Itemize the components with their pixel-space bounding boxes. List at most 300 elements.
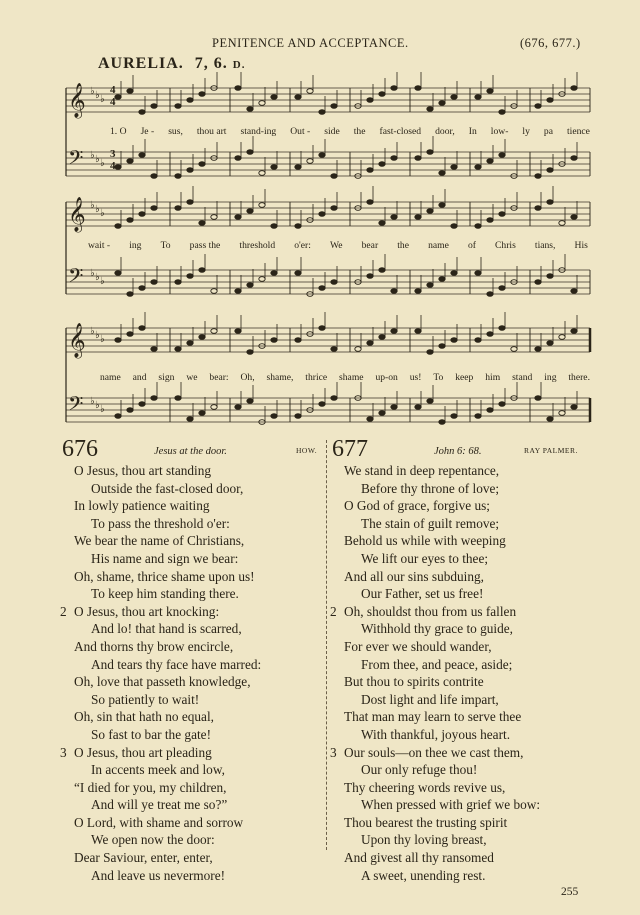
- stanza-number: 2: [330, 603, 337, 619]
- note-head: [367, 417, 373, 422]
- note-head: [367, 98, 373, 103]
- note-head: [187, 200, 193, 205]
- lyric-syllable: ing: [129, 240, 142, 251]
- verse-text: So fast to bar the gate!: [91, 726, 212, 742]
- note-head: [151, 347, 157, 352]
- hymn-677-author: RAY PALMER.: [524, 446, 578, 455]
- note-head: [451, 165, 457, 170]
- note-head: [451, 414, 457, 419]
- note-head: [535, 347, 541, 352]
- note-head: [511, 347, 517, 352]
- lyric-syllable: ly: [522, 126, 530, 137]
- note-head: [391, 156, 397, 161]
- verse-line: [344, 585, 540, 603]
- verse-line: [74, 497, 261, 515]
- verse-line: [74, 796, 261, 814]
- time-signature: 4: [110, 96, 116, 108]
- note-head: [391, 215, 397, 220]
- note-head: [115, 165, 121, 170]
- note-head: [295, 414, 301, 419]
- note-head: [379, 411, 385, 416]
- verse-line: [74, 515, 261, 533]
- note-head: [559, 411, 565, 416]
- verse-text: Outside the fast-closed door,: [91, 480, 244, 496]
- note-head: [139, 326, 145, 331]
- music-score: [0, 0, 640, 430]
- note-head: [175, 174, 181, 179]
- note-head: [475, 95, 481, 100]
- lyric-syllable: threshold: [239, 240, 276, 251]
- verse-text: In accents meek and low,: [91, 762, 225, 778]
- note-head: [247, 283, 253, 288]
- verse-text: O Lord, with shame and sorrow: [74, 814, 244, 830]
- flat-icon: ♭: [100, 158, 105, 169]
- note-head: [319, 402, 325, 407]
- verse-line: [74, 673, 261, 691]
- time-signature: 3: [110, 148, 116, 160]
- note-head: [151, 104, 157, 109]
- note-head: [439, 203, 445, 208]
- hymn-677-subtitle: John 6: 68.: [434, 446, 482, 457]
- note-head: [427, 209, 433, 214]
- tune-meter-suffix: D.: [232, 59, 246, 71]
- note-head: [139, 286, 145, 291]
- flat-icon: ♭: [95, 154, 100, 165]
- note-head: [151, 174, 157, 179]
- verse-text: Oh, shouldst thou from us fallen: [344, 603, 517, 619]
- verse-line: [344, 462, 540, 480]
- verse-text: But thou to spirits contrite: [344, 674, 484, 690]
- lyric-line-3: [100, 372, 590, 383]
- note-head: [319, 212, 325, 217]
- note-head: [367, 200, 373, 205]
- note-head: [499, 326, 505, 331]
- note-head: [211, 329, 217, 334]
- flat-icon: ♭: [90, 396, 95, 407]
- verse-text: Behold us while with weeping: [344, 533, 506, 549]
- verse-text: Dost light and life impart,: [361, 691, 499, 707]
- lyric-syllable: To: [433, 372, 444, 383]
- flat-icon: ♭: [90, 200, 95, 211]
- note-head: [271, 414, 277, 419]
- flat-icon: ♭: [100, 276, 105, 287]
- flat-icon: ♭: [90, 268, 95, 279]
- lyric-syllable: we: [186, 372, 198, 383]
- hymn-677-text: [330, 462, 541, 884]
- lyric-syllable: pass the: [189, 240, 221, 251]
- flat-icon: ♭: [90, 326, 95, 337]
- verse-text: O Jesus, thou art pleading: [74, 744, 212, 760]
- note-head: [211, 215, 217, 220]
- verse-text: Our souls—on thee we cast them,: [344, 744, 524, 760]
- note-head: [175, 396, 181, 401]
- lyric-syllable: pa: [543, 126, 553, 137]
- note-head: [259, 277, 265, 282]
- verse-line: [344, 726, 540, 744]
- verse-line: [60, 603, 261, 621]
- lyric-syllable: and: [132, 372, 147, 383]
- note-head: [499, 153, 505, 158]
- flat-icon: ♭: [90, 150, 95, 161]
- lyric-syllable: name: [428, 240, 449, 251]
- verse-text: A sweet, unending rest.: [361, 867, 486, 883]
- note-head: [151, 206, 157, 211]
- note-head: [367, 274, 373, 279]
- note-head: [427, 107, 433, 112]
- verse-line: [74, 638, 261, 656]
- stanza-number: 3: [330, 744, 337, 760]
- treble-clef-icon: 𝄞: [68, 323, 86, 358]
- note-head: [271, 165, 277, 170]
- lyric-syllable: shame,: [266, 372, 294, 383]
- note-head: [271, 95, 277, 100]
- verse-text: And thorns thy brow encircle,: [74, 638, 234, 654]
- note-head: [439, 344, 445, 349]
- tune-name: AURELIA.: [98, 55, 184, 72]
- note-head: [139, 110, 145, 115]
- lyric-syllable: fast-closed: [379, 126, 422, 137]
- note-head: [487, 408, 493, 413]
- verse-text: To pass the threshold o'er:: [91, 515, 230, 531]
- note-head: [547, 274, 553, 279]
- verse-text: When pressed with grief we bow:: [361, 797, 541, 813]
- note-head: [247, 107, 253, 112]
- note-head: [415, 405, 421, 410]
- verse-text: With thankful, joyous heart.: [361, 726, 511, 742]
- note-head: [451, 95, 457, 100]
- lyric-syllable: Je -: [140, 126, 155, 137]
- note-head: [367, 341, 373, 346]
- lyric-syllable: tians,: [534, 240, 556, 251]
- verse-text: Oh, shame, thrice shame upon us!: [74, 568, 255, 584]
- verse-text: Oh, love that passeth knowledge,: [74, 674, 251, 690]
- lyric-syllable: In: [468, 126, 477, 137]
- note-head: [571, 289, 577, 294]
- note-head: [331, 206, 337, 211]
- note-head: [439, 277, 445, 282]
- note-head: [139, 402, 145, 407]
- note-head: [127, 408, 133, 413]
- note-head: [415, 289, 421, 294]
- note-head: [331, 174, 337, 179]
- verse-text: “I died for you, my children,: [74, 779, 227, 795]
- hymn-676-author: HOW.: [296, 446, 318, 455]
- lyric-syllable: wait -: [88, 240, 111, 251]
- lyric-syllable: sign: [158, 372, 175, 383]
- flat-icon: ♭: [100, 208, 105, 219]
- verse-line: [344, 497, 540, 515]
- note-head: [571, 405, 577, 410]
- verse-line: [74, 532, 261, 550]
- verse-line: [344, 761, 540, 779]
- lyric-line-2: [88, 240, 588, 251]
- flat-icon: ♭: [100, 404, 105, 415]
- tune-meter: 7, 6.: [194, 55, 228, 72]
- lyric-syllable: up-on: [375, 372, 398, 383]
- note-head: [571, 156, 577, 161]
- lyric-syllable: side: [324, 126, 340, 137]
- note-head: [475, 271, 481, 276]
- verse-text: And will ye treat me so?”: [91, 797, 228, 813]
- verse-line: [344, 550, 540, 568]
- note-head: [547, 341, 553, 346]
- stanza-number: 2: [60, 603, 67, 619]
- verse-text: We stand in deep repentance,: [344, 463, 500, 478]
- note-head: [415, 215, 421, 220]
- note-head: [499, 286, 505, 291]
- verse-text: The stain of guilt remove;: [361, 515, 500, 531]
- note-head: [247, 150, 253, 155]
- verse-text: Thy cheering words revive us,: [344, 779, 506, 795]
- note-head: [331, 396, 337, 401]
- note-head: [487, 332, 493, 337]
- verse-line: [344, 708, 540, 726]
- note-head: [307, 89, 313, 94]
- verse-line: [344, 532, 540, 550]
- note-head: [295, 224, 301, 229]
- verse-line: [74, 462, 261, 480]
- verse-line: [74, 779, 261, 797]
- verse-line: [74, 831, 261, 849]
- flat-icon: ♭: [95, 90, 100, 101]
- flat-icon: ♭: [95, 400, 100, 411]
- lyric-syllable: 1. O: [110, 126, 127, 137]
- note-head: [535, 174, 541, 179]
- note-head: [175, 347, 181, 352]
- note-head: [247, 399, 253, 404]
- note-head: [115, 271, 121, 276]
- lyric-syllable: name: [100, 372, 121, 383]
- note-head: [319, 110, 325, 115]
- verse-text: That man may learn to serve thee: [344, 709, 522, 725]
- note-head: [271, 338, 277, 343]
- note-head: [319, 286, 325, 291]
- verse-line: [344, 515, 540, 533]
- note-head: [187, 98, 193, 103]
- note-head: [499, 212, 505, 217]
- verse-text: Oh, sin that hath no equal,: [74, 709, 214, 725]
- note-head: [379, 335, 385, 340]
- note-head: [475, 224, 481, 229]
- note-head: [211, 405, 217, 410]
- note-head: [487, 292, 493, 297]
- verse-text: And givest all thy ransomed: [344, 850, 494, 866]
- verse-text: Withhold thy grace to guide,: [361, 621, 513, 637]
- note-head: [199, 221, 205, 226]
- verse-line: [74, 585, 261, 603]
- lyric-syllable: thrice: [305, 372, 328, 383]
- verse-text: We bear the name of Christians,: [74, 533, 245, 549]
- verse-line: [74, 691, 261, 709]
- verse-line: [330, 744, 540, 762]
- note-head: [427, 150, 433, 155]
- note-head: [199, 268, 205, 273]
- note-head: [199, 411, 205, 416]
- time-signature: 4: [110, 84, 116, 96]
- note-head: [487, 159, 493, 164]
- verse-text: And leave us nevermore!: [91, 867, 226, 883]
- flat-icon: ♭: [100, 334, 105, 345]
- verse-text: Our only refuge thou!: [361, 762, 478, 778]
- verse-text: We open now the door:: [91, 832, 215, 848]
- note-head: [391, 86, 397, 91]
- note-head: [259, 171, 265, 176]
- note-head: [115, 338, 121, 343]
- lyric-syllable: low-: [490, 126, 509, 137]
- verse-text: Thou bearest the trusting spirit: [344, 814, 508, 830]
- note-head: [571, 215, 577, 220]
- verse-line: [74, 867, 261, 885]
- note-head: [259, 101, 265, 106]
- note-head: [127, 89, 133, 94]
- note-head: [127, 218, 133, 223]
- verse-line: [74, 761, 261, 779]
- note-head: [295, 165, 301, 170]
- note-head: [235, 86, 241, 91]
- note-head: [319, 326, 325, 331]
- note-head: [187, 417, 193, 422]
- verse-line: [74, 480, 261, 498]
- lyric-syllable: thou art: [196, 126, 227, 137]
- note-head: [391, 329, 397, 334]
- note-head: [127, 332, 133, 337]
- note-head: [427, 350, 433, 355]
- note-head: [259, 203, 265, 208]
- note-head: [547, 417, 553, 422]
- note-head: [295, 338, 301, 343]
- note-head: [115, 414, 121, 419]
- verse-text: And lo! that hand is scarred,: [91, 621, 242, 637]
- note-head: [295, 271, 301, 276]
- lyric-syllable: keep: [455, 372, 474, 383]
- note-head: [355, 347, 361, 352]
- verse-line: [330, 603, 540, 621]
- verse-line: [344, 480, 540, 498]
- bass-clef-icon: 𝄢: [68, 264, 84, 292]
- lyric-syllable: him: [485, 372, 501, 383]
- lyric-syllable: door,: [435, 126, 455, 137]
- note-head: [547, 200, 553, 205]
- verse-text: O Jesus, thou art standing: [74, 463, 212, 478]
- note-head: [391, 289, 397, 294]
- note-head: [175, 206, 181, 211]
- verse-line: [60, 744, 261, 762]
- note-head: [559, 335, 565, 340]
- verse-text: And tears thy face have marred:: [91, 656, 262, 672]
- note-head: [151, 396, 157, 401]
- lyric-syllable: there.: [568, 372, 590, 383]
- lyric-line-1: [110, 126, 590, 137]
- note-head: [535, 396, 541, 401]
- treble-clef-icon: 𝄞: [68, 197, 86, 232]
- lyric-syllable: ing: [544, 372, 557, 383]
- verse-line: [344, 814, 540, 832]
- verse-line: [344, 656, 540, 674]
- note-head: [451, 271, 457, 276]
- treble-clef-icon: 𝄞: [68, 83, 86, 118]
- lyric-syllable: Out -: [290, 126, 311, 137]
- note-head: [247, 209, 253, 214]
- note-head: [175, 280, 181, 285]
- note-head: [235, 156, 241, 161]
- verse-line: [74, 708, 261, 726]
- verse-line: [74, 814, 261, 832]
- note-head: [487, 218, 493, 223]
- page-number: 255: [561, 886, 579, 898]
- note-head: [319, 153, 325, 158]
- lyric-syllable: We: [329, 240, 343, 251]
- note-head: [139, 153, 145, 158]
- note-head: [499, 402, 505, 407]
- verse-text: Dear Saviour, enter, enter,: [74, 850, 213, 866]
- note-head: [331, 104, 337, 109]
- flat-icon: ♭: [95, 272, 100, 283]
- verse-line: [74, 620, 261, 638]
- note-head: [535, 104, 541, 109]
- verse-text: And all our sins subduing,: [344, 568, 484, 584]
- note-head: [211, 289, 217, 294]
- note-head: [235, 405, 241, 410]
- flat-icon: ♭: [100, 94, 105, 105]
- verse-line: [74, 568, 261, 586]
- verse-line: [344, 638, 540, 656]
- note-head: [439, 420, 445, 425]
- note-head: [427, 283, 433, 288]
- hymn-676-text: [60, 462, 262, 884]
- bass-clef-icon: 𝄢: [68, 146, 84, 174]
- note-head: [271, 224, 277, 229]
- page-header-ref: (676, 677.): [520, 36, 581, 50]
- flat-icon: ♭: [95, 330, 100, 341]
- note-head: [187, 341, 193, 346]
- note-head: [571, 86, 577, 91]
- verse-text: Our Father, set us free!: [361, 586, 484, 602]
- verse-line: [344, 691, 540, 709]
- lyric-syllable: tience: [567, 126, 590, 137]
- verse-line: [74, 550, 261, 568]
- note-head: [415, 329, 421, 334]
- lyric-syllable: the: [397, 240, 409, 251]
- note-head: [331, 280, 337, 285]
- verse-text: In lowly patience waiting: [74, 498, 210, 514]
- note-head: [487, 89, 493, 94]
- note-head: [379, 162, 385, 167]
- verse-text: Upon thy loving breast,: [361, 832, 487, 848]
- note-head: [439, 171, 445, 176]
- verse-line: [74, 726, 261, 744]
- lyric-syllable: Chris: [495, 240, 516, 251]
- lyric-syllable: us!: [409, 372, 422, 383]
- note-head: [379, 268, 385, 273]
- note-head: [271, 271, 277, 276]
- hymn-676-subtitle: Jesus at the door.: [154, 446, 227, 457]
- note-head: [187, 168, 193, 173]
- note-head: [235, 289, 241, 294]
- note-head: [415, 86, 421, 91]
- lyric-syllable: Oh,: [240, 372, 255, 383]
- lyric-syllable: stand: [512, 372, 533, 383]
- bass-clef-icon: 𝄢: [68, 392, 84, 420]
- lyric-syllable: o'er:: [294, 240, 311, 251]
- note-head: [535, 206, 541, 211]
- note-head: [307, 159, 313, 164]
- flat-icon: ♭: [90, 86, 95, 97]
- note-head: [247, 350, 253, 355]
- note-head: [475, 338, 481, 343]
- verse-text: O Jesus, thou art knocking:: [74, 603, 220, 619]
- flat-icon: ♭: [95, 204, 100, 215]
- verse-text: From thee, and peace, aside;: [361, 656, 513, 672]
